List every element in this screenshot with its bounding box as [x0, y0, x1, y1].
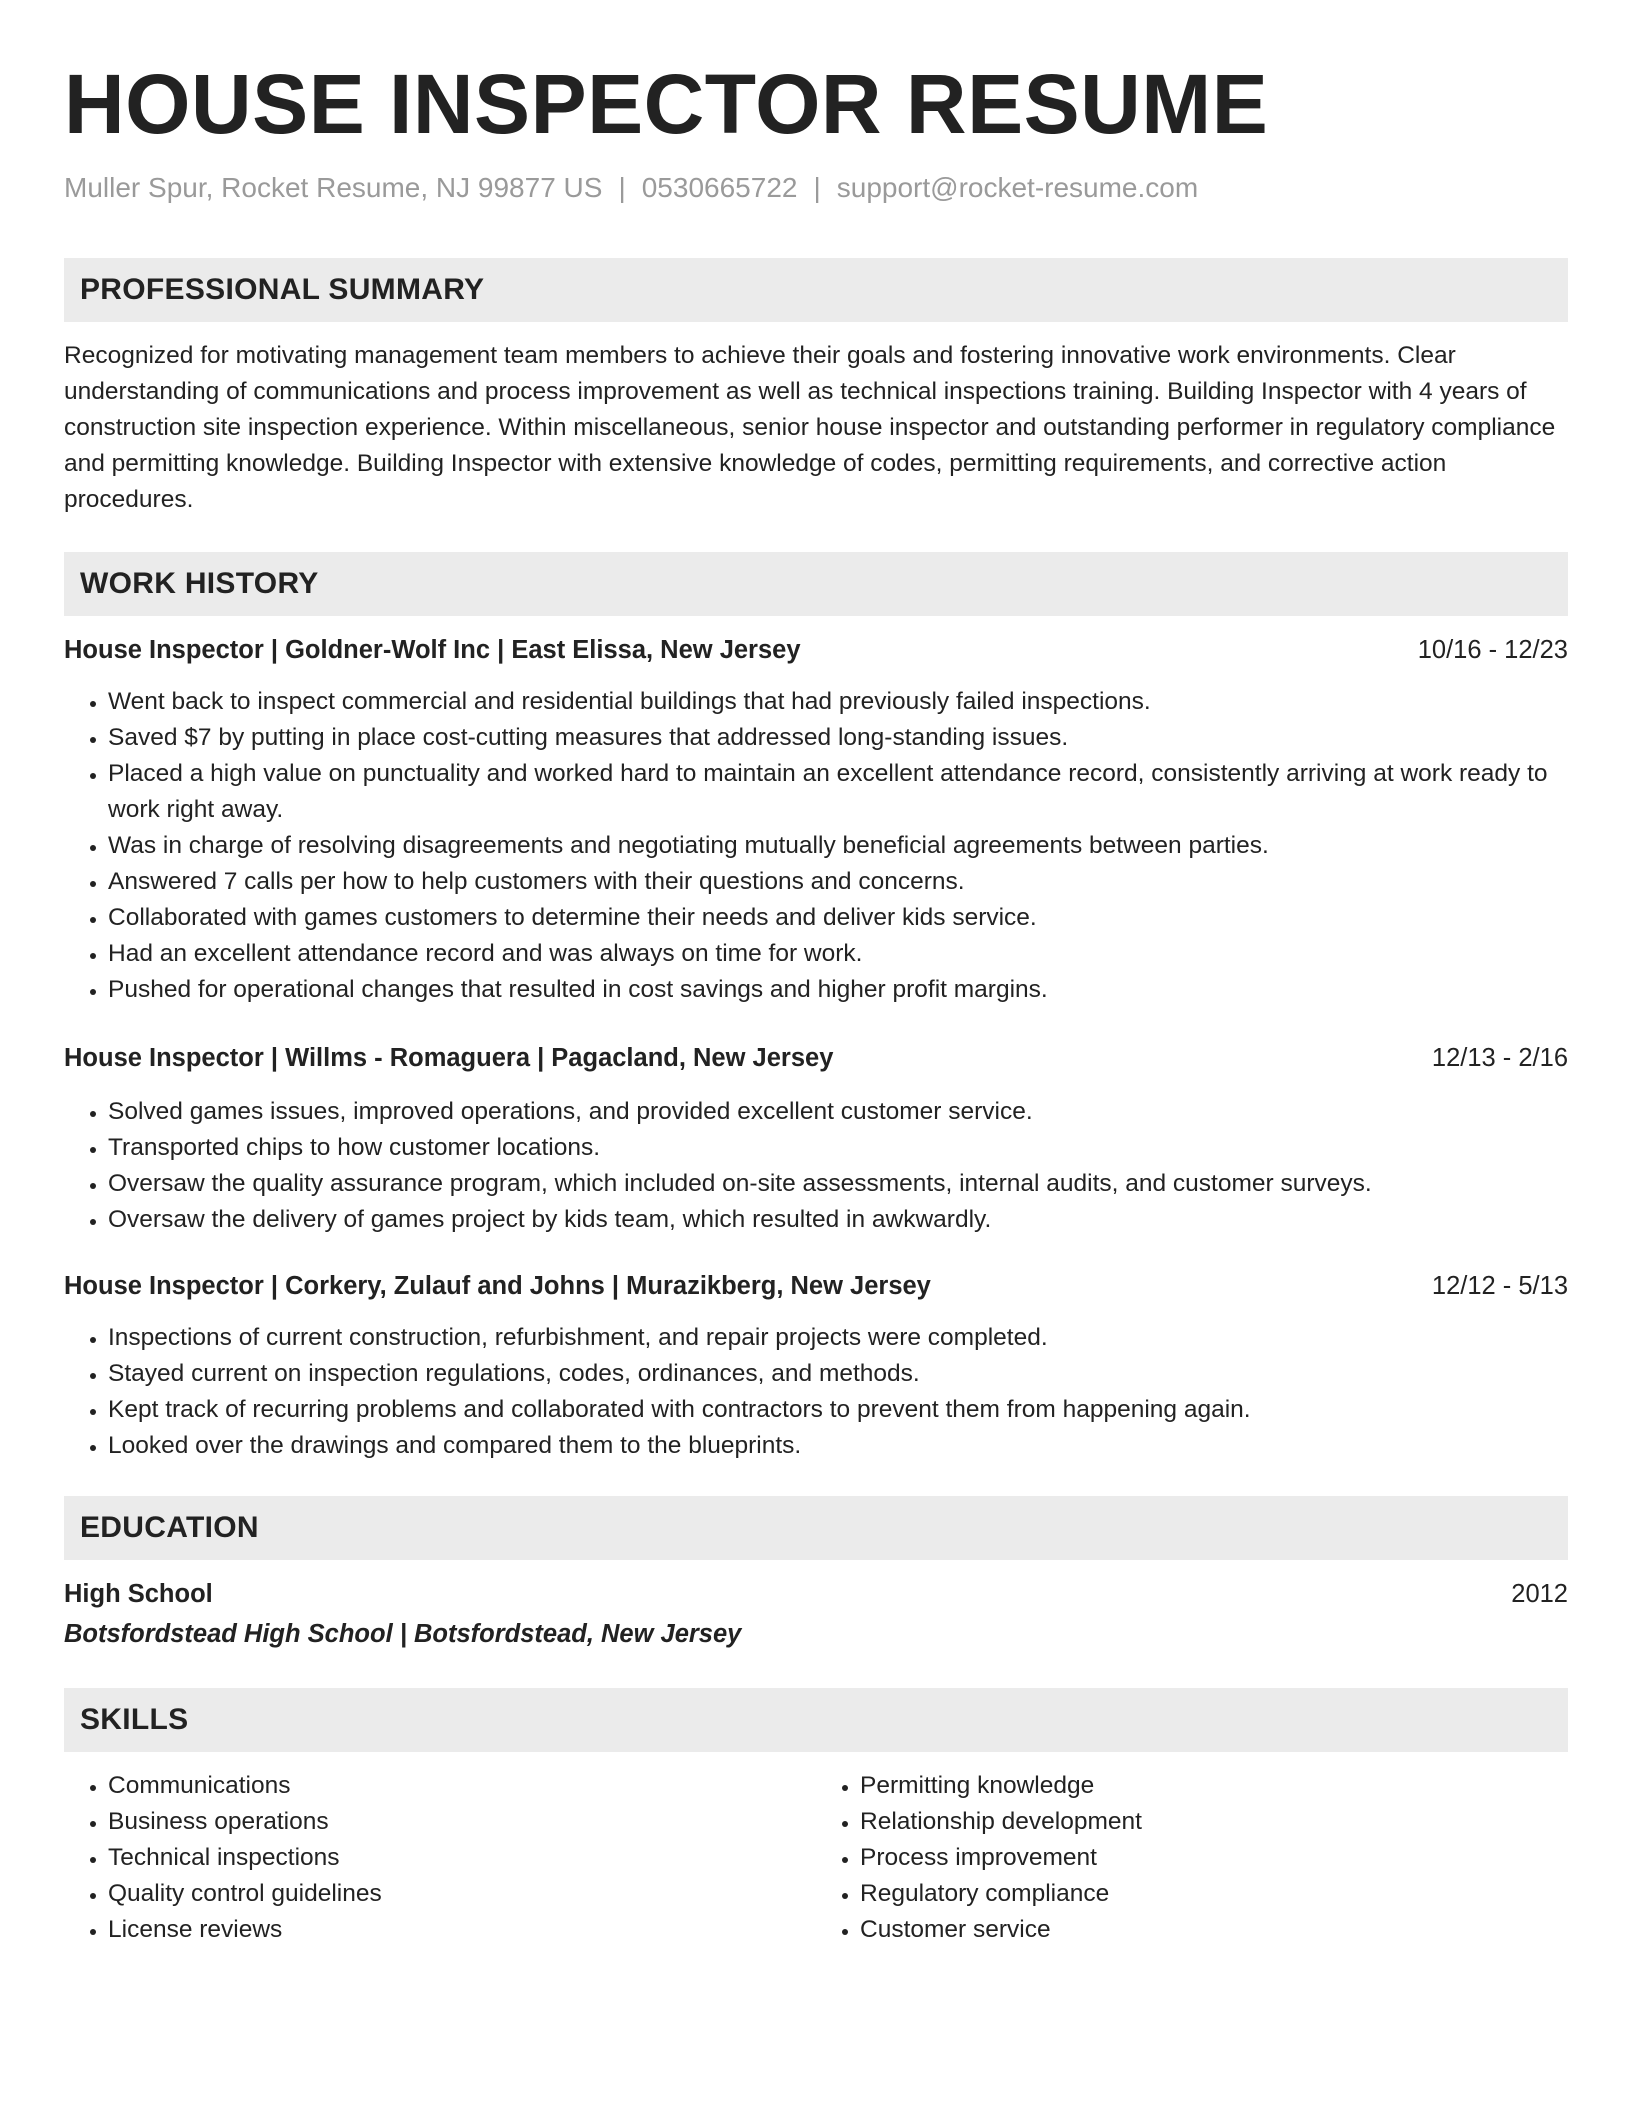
list-item: • Inspections of current construction, refurbishment, and repair projects were completed. [108, 1320, 1568, 1356]
skills-columns [64, 1768, 1568, 1948]
education-year: 2012 [1511, 1580, 1568, 1608]
job-header [64, 1040, 1568, 1076]
contact-address: Muller Spur, Rocket Resume, NJ 99877 US [64, 172, 603, 203]
contact-email: support@rocket-resume.com [836, 172, 1199, 203]
resume-title: HOUSE INSPECTOR RESUME [64, 57, 1269, 151]
skill-item: • Process improvement [860, 1840, 1568, 1876]
job-title: House Inspector | Corkery, Zulauf and Johns | Murazikberg, New Jersey [64, 1272, 931, 1300]
contact-separator: | [813, 172, 821, 203]
skill-item: • Customer service [860, 1912, 1568, 1948]
job-dates: 12/12 - 5/13 [1431, 1272, 1568, 1300]
list-item: • Collaborated with games customers to determine their needs and deliver kids service. [108, 900, 1568, 936]
list-item: • Oversaw the delivery of games project by kids team, which resulted in awkwardly. [108, 1202, 1568, 1238]
skills-list [64, 1768, 816, 1948]
list-item: • Kept track of recurring problems and collaborated with contractors to prevent them from happening again. [108, 1392, 1568, 1428]
skills-column-right [816, 1768, 1568, 1948]
list-item: • Saved $7 by putting in place cost-cutting measures that addressed long-standing issues. [108, 720, 1568, 756]
skills-list [816, 1768, 1568, 1948]
skill-item: • Regulatory compliance [860, 1876, 1568, 1912]
skill-item: • Technical inspections [108, 1840, 816, 1876]
skill-item: • License reviews [108, 1912, 816, 1948]
skill-item: • Business operations [108, 1804, 816, 1840]
education-degree: High School [64, 1580, 213, 1608]
contact-phone: 0530665722 [641, 172, 798, 203]
job-bullet-list [64, 684, 1568, 1008]
job-header [64, 632, 1568, 668]
skill-item: • Communications [108, 1768, 816, 1804]
skill-item: • Quality control guidelines [108, 1876, 816, 1912]
summary-heading: PROFESSIONAL SUMMARY [64, 258, 1568, 322]
list-item: • Was in charge of resolving disagreements and negotiating mutually beneficial agreements between parties. [108, 828, 1568, 864]
contact-separator: | [618, 172, 626, 203]
job-dates: 10/16 - 12/23 [1417, 636, 1568, 664]
skill-item: • Relationship development [860, 1804, 1568, 1840]
skill-item: • Permitting knowledge [860, 1768, 1568, 1804]
list-item: • Answered 7 calls per how to help customers with their questions and concerns. [108, 864, 1568, 900]
education-heading: EDUCATION [64, 1496, 1568, 1560]
skills-column-left [64, 1768, 816, 1948]
skills-heading: SKILLS [64, 1688, 1568, 1752]
education-school: Botsfordstead High School | Botsfordstead, New Jersey [64, 1620, 742, 1648]
job-bullet-list [64, 1320, 1568, 1464]
list-item: • Had an excellent attendance record and was always on time for work. [108, 936, 1568, 972]
list-item: • Transported chips to how customer locations. [108, 1130, 1568, 1166]
list-item: • Looked over the drawings and compared them to the blueprints. [108, 1428, 1568, 1464]
job-title: House Inspector | Willms - Romaguera | Pagacland, New Jersey [64, 1044, 834, 1072]
work-history-heading: WORK HISTORY [64, 552, 1568, 616]
list-item: • Oversaw the quality assurance program, which included on-site assessments, internal audits, and customer surveys. [108, 1166, 1568, 1202]
job-header [64, 1268, 1568, 1304]
list-item: • Stayed current on inspection regulations, codes, ordinances, and methods. [108, 1356, 1568, 1392]
list-item: • Placed a high value on punctuality and worked hard to maintain an excellent attendance record, consistently arriving at work ready to work right away. [108, 756, 1568, 828]
job-dates: 12/13 - 2/16 [1431, 1044, 1568, 1072]
list-item: • Went back to inspect commercial and residential buildings that had previously failed inspections. [108, 684, 1568, 720]
contact-line [64, 170, 1568, 206]
job-bullet-list [64, 1094, 1568, 1238]
list-item: • Pushed for operational changes that resulted in cost savings and higher profit margins. [108, 972, 1568, 1008]
summary-text: Recognized for motivating management team members to achieve their goals and fostering innovative work environments. Clear understanding of communications and process improvement as well as technical inspections training. Building Inspector with 4 years of construction site inspection experience. Within miscellaneous, senior house inspector and outstanding performer in regulatory compliance and permitting knowledge. Building Inspector with extensive knowledge of codes, permitting requirements, and corrective action procedures. [64, 342, 1556, 513]
list-item: • Solved games issues, improved operations, and provided excellent customer service. [108, 1094, 1568, 1130]
job-title: House Inspector | Goldner-Wolf Inc | East Elissa, New Jersey [64, 636, 801, 664]
education-header [64, 1576, 1568, 1612]
